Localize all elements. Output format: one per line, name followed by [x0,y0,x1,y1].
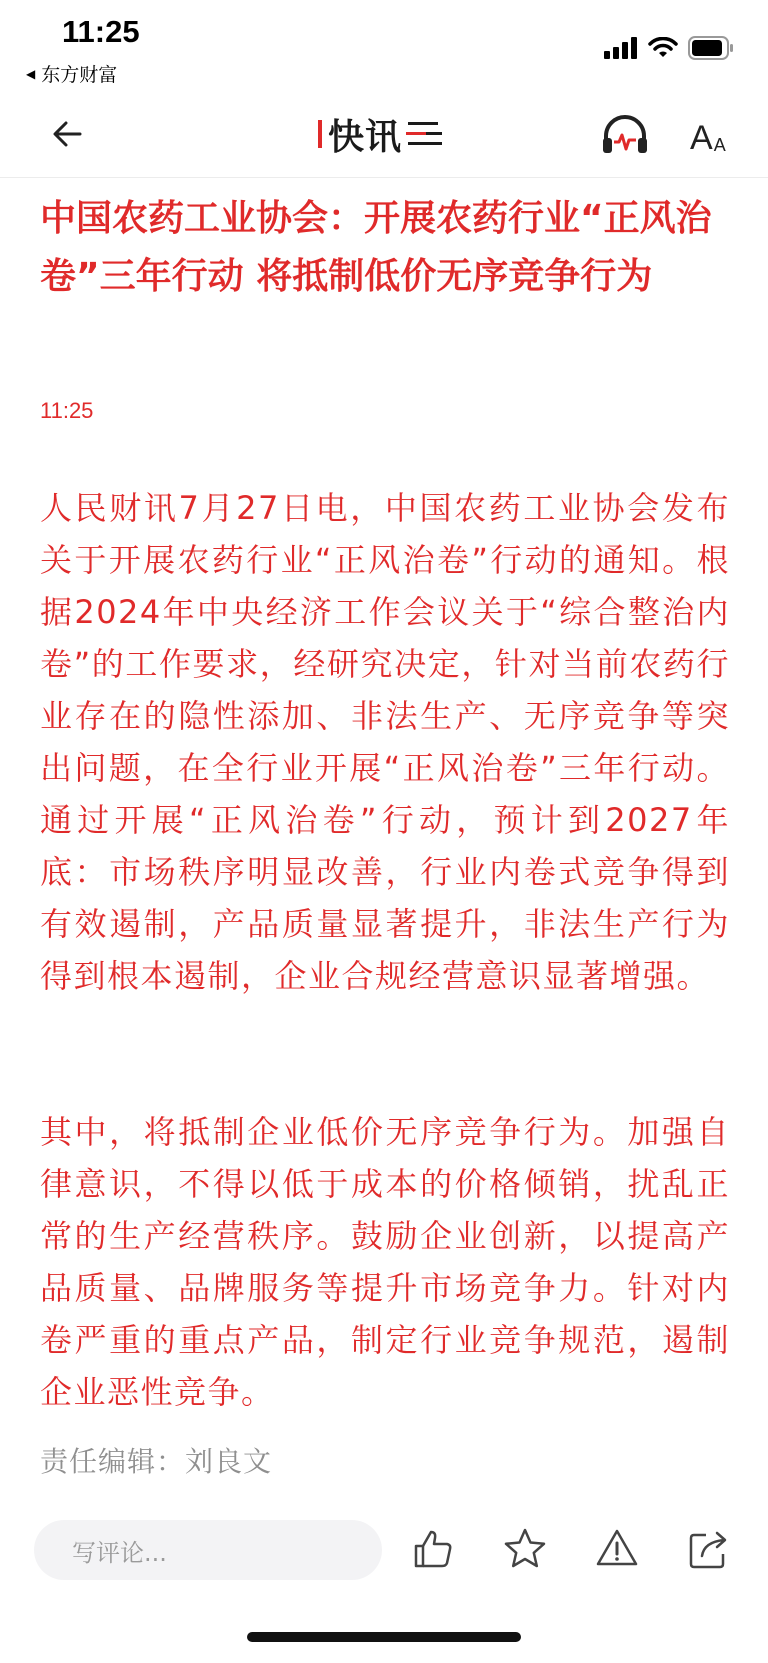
battery-icon [688,36,734,60]
article-time: 11:25 [40,398,94,423]
font-size-icon[interactable] [690,110,726,160]
font-icon-large-a: A [690,119,713,157]
back-to-app-link[interactable] [26,60,117,87]
thumbs-up-icon[interactable] [410,1526,456,1572]
article-headline: 中国农药工业协会：开展农药行业“正风治卷”三年行动 将抵制低价无序竞争行为 [40,198,712,297]
home-indicator[interactable] [247,1632,521,1642]
article-paragraph: 其中，将抵制企业低价无序竞争行为。加强自律意识，不得以低于成本的价格倾销，扰乱正常的生产经营秩序。鼓励企业创新，以提高产品质量、品牌服务等提升市场竞争力。针对内卷严重的重点产品，制定行业竞争规范，遏制企业恶性竞争。 [40,1113,730,1411]
status-time: 11:25 [62,14,140,49]
wifi-icon [648,37,678,59]
font-icon-small-a: A [713,135,726,155]
title-accent-bar [318,120,322,148]
bottom-toolbar [0,1510,768,1590]
comment-input[interactable] [34,1520,382,1580]
article-paragraph: 人民财讯7月27日电，中国农药工业协会发布关于开展农药行业“正风治卷”行动的通知。根据2024年中央经济工作会议关于“综合整治内卷”的工作要求，经研究决定，针对当前农药行业存在的隐性添加、非法生产、无序竞争等突出问题，在全行业开展“正风治卷”三年行动。通过开展“正风治卷”行动，预计到2027年底：市场秩序明显改善，行业内卷式竞争得到有效遏制，产品质量显著提升，非法生产行为得到根本遏制，企业合规经营意识显著增强。 [40,489,730,995]
nav-title-text: 快讯 [328,116,403,158]
menu-lines-icon [406,119,448,149]
back-triangle-icon: ◀ [26,66,36,81]
back-arrow-icon[interactable] [50,112,94,156]
star-icon[interactable] [502,1526,548,1572]
status-bar [0,0,768,92]
signal-icon [604,37,638,59]
article-editor: 责任编辑：刘良文 [40,1445,273,1478]
nav-bar [0,92,768,178]
share-icon[interactable] [686,1526,732,1572]
nav-title [318,110,448,158]
back-app-label: 东方财富 [41,64,118,86]
status-icons [604,36,734,60]
comment-placeholder: 写评论... [72,1538,167,1567]
warning-report-icon[interactable] [594,1526,640,1572]
headphones-audio-icon[interactable] [600,110,650,160]
